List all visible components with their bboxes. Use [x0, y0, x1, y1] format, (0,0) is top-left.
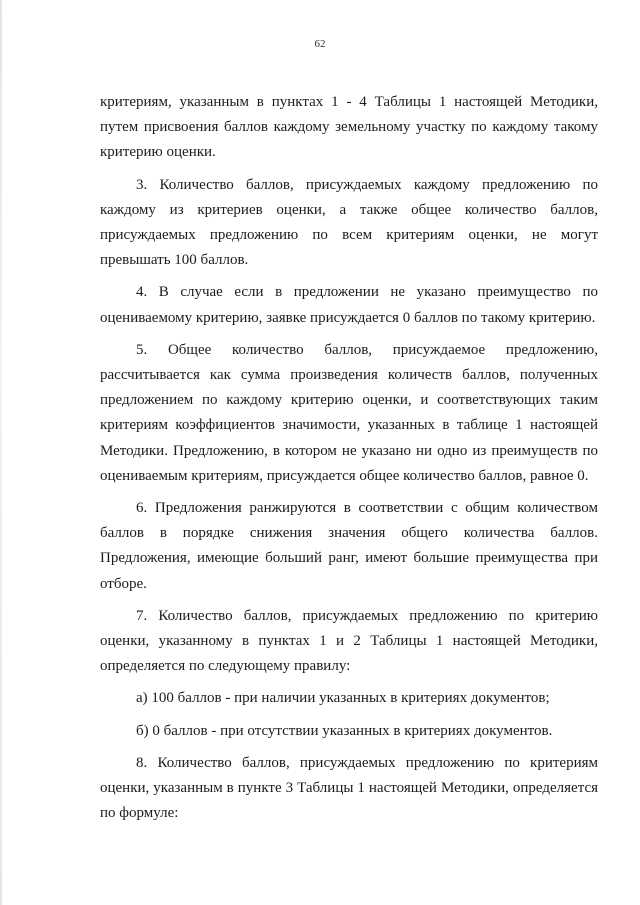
paragraph-3: 3. Количество баллов, присуждаемых каждому предложению по каждому из критериев оценки, а также общее количество баллов, присуждаемых предложению по всем критериям оценки, не могут превышать 100 баллов.: [100, 176, 598, 269]
paragraph-7: 7. Количество баллов, присуждаемых предложению по критерию оценки, указанному в пунктах 1 и 2 Таблицы 1 настоящей Методики, определяется по следующему правилу:: [100, 607, 598, 675]
paragraph-6: 6. Предложения ранжируются в соответствии с общим количеством баллов в порядке снижения значения общего количества баллов. Предложения, имеющие больший ранг, имеют большие преимущества при отборе.: [100, 500, 598, 592]
page-number: 62: [314, 38, 326, 50]
paragraph-continuation: критериям, указанным в пунктах 1 - 4 Таблицы 1 настоящей Методики, путем присвоения баллов каждому земельному участку по каждому такому критерию оценки.: [100, 94, 598, 161]
paragraph-8: 8. Количество баллов, присуждаемых предложению по критериям оценки, указанным в пункте 3 Таблицы 1 настоящей Методики, определяется по формуле:: [100, 754, 598, 822]
paragraph-5: 5. Общее количество баллов, присуждаемое предложению, рассчитывается как сумма произведения количеств баллов, полученных предложением по каждому критерию оценки, и соответствующих таким критериям коэффициентов значимости, указанных в таблице 1 настоящей Методики. Предложению, в котором не указано ни одно из преимуществ по оцениваемым критериям, присуждается общее количество баллов, равное 0.: [100, 341, 598, 484]
paragraph-7b: б) 0 баллов - при отсутствии указанных в критериях документов.: [136, 722, 553, 739]
paragraph-7a: а) 100 баллов - при наличии указанных в критериях документов;: [136, 690, 550, 707]
paragraph-4: 4. В случае если в предложении не указано преимущество по оцениваемому критерию, заявке присуждается 0 баллов по такому критерию.: [100, 284, 598, 326]
scan-edge: [0, 0, 2, 905]
document-body: [100, 90, 598, 833]
